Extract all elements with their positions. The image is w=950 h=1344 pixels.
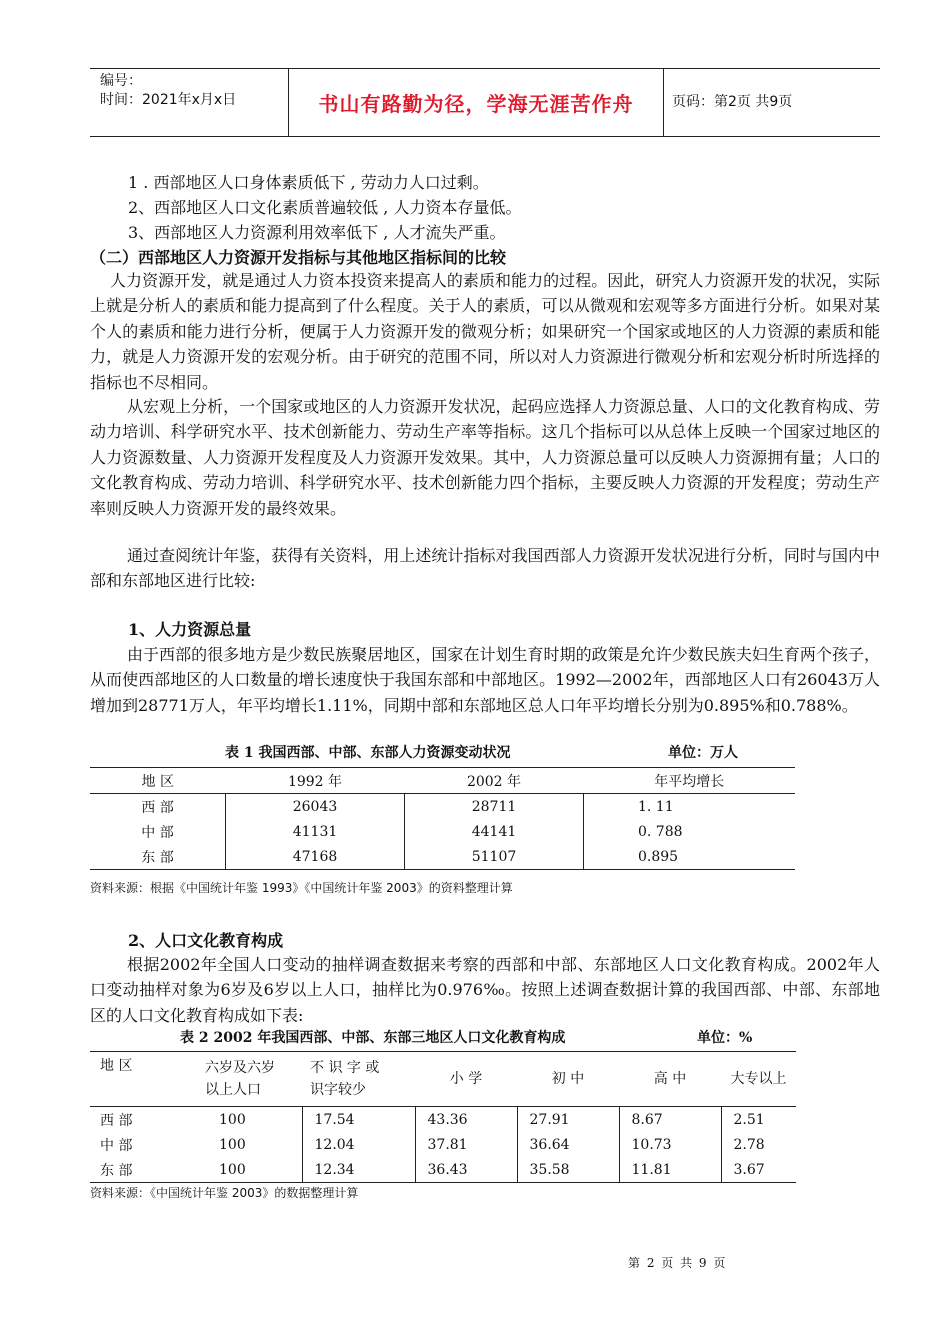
- list-item: 2、西部地区人口文化素质普遍较低 , 人力资本存量低。: [128, 198, 522, 217]
- table-cell: 东 部: [90, 1157, 199, 1183]
- table1-caption: 表 1 我国西部、中部、东部人力资源变动状况: [225, 745, 511, 761]
- table1-unit: 单位：万人: [668, 745, 738, 761]
- subsection-heading: 1、人力资源总量: [128, 620, 252, 639]
- paragraph: 通过查阅统计年鉴，获得有关资料，用上述统计指标对我国西部人力资源开发状况进行分析，同时与国内中部和东部地区进行比较:: [90, 546, 880, 591]
- table-cell: 100: [219, 1136, 246, 1153]
- table1: [90, 767, 795, 870]
- page-header: [90, 68, 880, 137]
- motto: 书山有路勤为径，学海无涯苦作舟: [318, 92, 634, 116]
- table-cell: 28711: [405, 794, 584, 820]
- table-cell: 37.81: [415, 1132, 517, 1157]
- table-header-cell: 2002 年: [405, 768, 584, 794]
- table-row: [90, 1157, 796, 1183]
- table-cell: 44141: [405, 819, 584, 844]
- table2-unit: 单位：%: [697, 1030, 753, 1046]
- header-motto-cell: [289, 69, 664, 136]
- table-cell: 10.73: [619, 1132, 721, 1157]
- table-cell: 中 部: [141, 824, 174, 841]
- table-row: [90, 794, 795, 820]
- header-meta-cell: [90, 69, 289, 136]
- table-cell: 12.34: [302, 1157, 415, 1183]
- paragraph: 从宏观上分析，一个国家或地区的人力资源开发状况，起码应选择人力资源总量、人口的文化教育构成、劳动力培训、科学研究水平、技术创新能力、劳动生产率等指标。这几个指标可以从总体上反映一个国家过地区的人力资源数量、人力资源开发程度及人力资源开发效果。其中，人力资源总量可以反映人力资源拥有量；人口的文化教育构成、劳动力培训、科学研究水平、技术创新能力四个指标，主要反映人力资源的开发程度；劳动生产率则反映人力资源开发的最终效果。: [90, 397, 880, 518]
- table-cell: 26043: [226, 794, 405, 820]
- table-cell: 12.04: [302, 1132, 415, 1157]
- table-cell: 36.64: [517, 1132, 619, 1157]
- table-cell: 0. 788: [584, 819, 796, 844]
- table-header-row: [90, 768, 795, 794]
- document-time-label: 时间：2021年x月x日: [100, 92, 237, 108]
- subsection-heading: 2、人口文化教育构成: [128, 931, 284, 950]
- table-cell: 100: [199, 1157, 302, 1183]
- table-header-cell: 1992 年: [226, 768, 405, 794]
- table-cell: 中 部: [100, 1137, 133, 1154]
- table-cell: 43.36: [415, 1107, 517, 1133]
- table-cell: 100: [219, 1111, 246, 1128]
- table-header-cell: 大专以上: [721, 1052, 796, 1107]
- section-heading: （二）西部地区人力资源开发指标与其他地区指标间的比较: [90, 248, 507, 267]
- table-header-cell: 不 识 字 或 识字较少: [302, 1052, 415, 1107]
- table-header-cell: 年平均增长: [584, 768, 796, 794]
- paragraph: 根据2002年全国人口变动的抽样调查数据来考察的西部和中部、东部地区人口文化教育构成。2002年人口变动抽样对象为6岁及6岁以上人口，抽样比为0.976‰。按照上述调查数据计算的我国西部、中部、东部地区的人口文化教育构成如下表:: [90, 955, 880, 1025]
- table1-source: 资料来源：根据《中国统计年鉴 1993》《中国统计年鉴 2003》的资料整理计算: [90, 881, 513, 895]
- table-cell: 0.895: [584, 844, 796, 870]
- table-cell: 2.51: [721, 1107, 796, 1133]
- table-header-cell: 小 学: [415, 1052, 517, 1107]
- table-header-cell: 地 区: [90, 768, 226, 794]
- table-cell: 11.81: [619, 1157, 721, 1183]
- table2-source: 资料来源：《中国统计年鉴 2003》的数据整理计算: [90, 1186, 359, 1200]
- list-item: 3、西部地区人力资源利用效率低下 , 人才流失严重。: [128, 223, 506, 242]
- page-number-label: 页码：第2页 共9页: [672, 94, 793, 110]
- table-cell: 1. 11: [584, 794, 796, 820]
- paragraph: 由于西部的很多地方是少数民族聚居地区，国家在计划生育时期的政策是允许少数民族夫妇生育两个孩子，从而使西部地区的人口数量的增长速度快于我国东部和中部地区。1992—2002年，西部地区人口有26043万人增加到28771万人，年平均增长1.11%，同期中部和东部地区总人口年平均增长分别为0.895%和0.788%。: [90, 645, 880, 715]
- list-item: 1 . 西部地区人口身体素质低下 , 劳动力人口过剩。: [128, 173, 489, 192]
- table2-caption: 表 2 2002 年我国西部、中部、东部三地区人口文化教育构成: [180, 1030, 566, 1046]
- table-header-cell: 高 中: [619, 1052, 721, 1107]
- table2: [90, 1051, 796, 1183]
- table-row: [90, 844, 795, 870]
- table-cell: 西 部: [141, 799, 174, 816]
- table-cell: 36.43: [415, 1157, 517, 1183]
- table-row: [90, 819, 795, 844]
- table-header-row: [90, 1052, 796, 1107]
- table-cell: 47168: [226, 844, 405, 870]
- document-number-label: 编号：: [100, 73, 142, 89]
- table-cell: 3.67: [721, 1157, 796, 1183]
- table-cell: 51107: [405, 844, 584, 870]
- table-header-cell: 地 区: [90, 1052, 199, 1107]
- table-cell: 27.91: [517, 1107, 619, 1133]
- table-row: [90, 1132, 796, 1157]
- table-cell: 东 部: [90, 844, 226, 870]
- table-cell: 35.58: [517, 1157, 619, 1183]
- table-cell: 8.67: [619, 1107, 721, 1133]
- header-page-cell: [664, 69, 880, 136]
- table-cell: 2.78: [721, 1132, 796, 1157]
- table-header-cell: 初 中: [517, 1052, 619, 1107]
- table-row: [90, 1107, 796, 1133]
- paragraph: 人力资源开发，就是通过人力资本投资来提高人的素质和能力的过程。因此，研究人力资源开发的状况，实际上就是分析人的素质和能力提高到了什么程度。关于人的素质，可以从微观和宏观等多方面进行分析。如果对某个人的素质和能力进行分析，便属于人力资源开发的微观分析；如果研究一个国家或地区的人力资源的素质和能力，就是人力资源开发的宏观分析。由于研究的范围不同，所以对人力资源进行微观分析和宏观分析时所选择的指标也不尽相同。: [90, 271, 880, 392]
- table-cell: 17.54: [302, 1107, 415, 1133]
- table-cell: 41131: [226, 819, 405, 844]
- page-footer: 第 2 页 共 9 页: [628, 1256, 726, 1270]
- table-cell: 西 部: [100, 1112, 133, 1129]
- table-header-cell: 六岁及六岁 以上人口: [199, 1052, 302, 1107]
